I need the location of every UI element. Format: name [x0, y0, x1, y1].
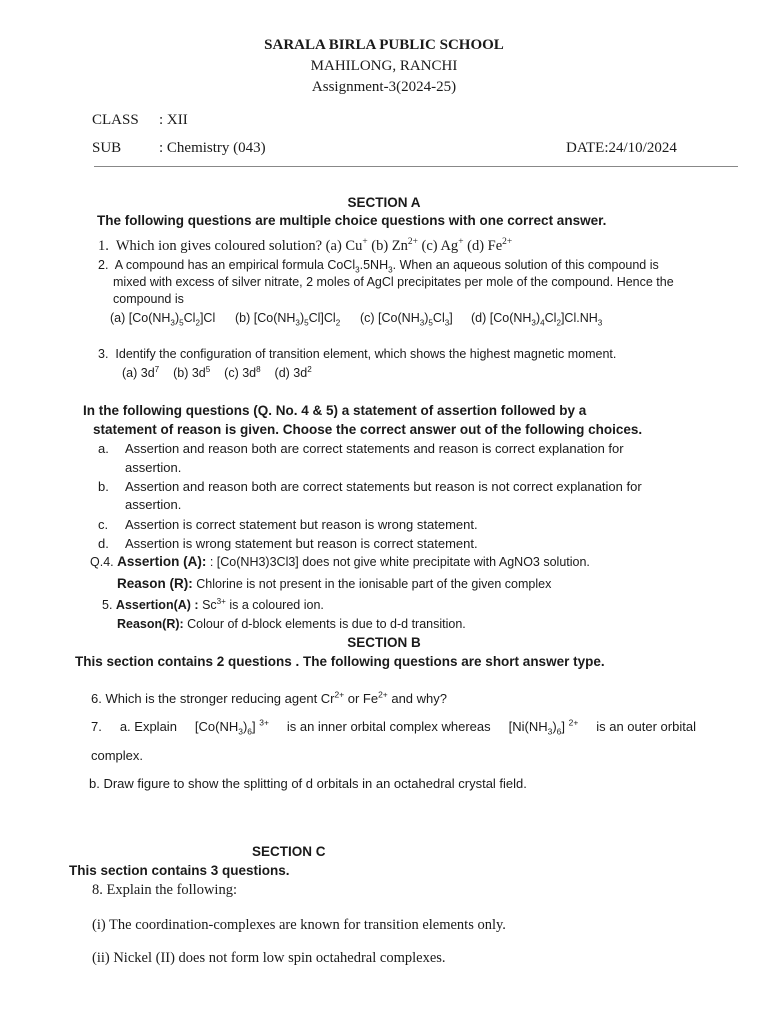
question-8-i: (i) The coordination-complexes are known for transition elements only.: [92, 917, 506, 933]
choice-a-line-2: assertion.: [125, 460, 182, 475]
q2-sub-2: 3: [388, 265, 393, 275]
question-7-line-2: complex.: [91, 748, 144, 763]
q3-text: Identify the configuration of transition element, which shows the highest magnetic moment.: [115, 347, 617, 361]
q2-opt-b-sub1: 3: [295, 318, 300, 328]
q2-opt-b-sub3: 2: [335, 318, 341, 328]
q7-f2-sup: 2+: [568, 717, 579, 728]
q3-opt-a: (a) 3d: [122, 366, 155, 380]
question-2-line-2: mixed with excess of silver nitrate, 2 moles of AgCl precipitates per mole of the compound. Hence the: [113, 275, 674, 289]
question-7-b: b. Draw figure to show the splitting of d orbitals in an octahedral crystal field.: [89, 776, 527, 791]
q2-opt-c-end: ]: [449, 311, 453, 325]
q2-text-a: A compound has an empirical formula CoCl: [114, 258, 356, 272]
section-c-title: SECTION C: [252, 844, 326, 859]
q7-f2-sub2: 6: [556, 726, 562, 737]
question-8: 8. Explain the following:: [92, 882, 237, 898]
question-5-reason: [117, 617, 466, 631]
q2-option-d: [471, 311, 603, 328]
assertion-label: Assertion (A):: [117, 554, 207, 569]
q2-opt-b-text: (b) [Co(NH: [235, 311, 296, 325]
choice-d-letter: d.: [98, 536, 109, 551]
section-c-instruction: This section contains 3 questions.: [69, 863, 290, 878]
question-3: [98, 347, 616, 361]
choice-b-line-2: assertion.: [125, 497, 182, 512]
q2-opt-a-sub1: 3: [170, 318, 175, 328]
reason-label: Reason(R):: [117, 617, 184, 631]
choice-b-line-1: Assertion and reason both are correct statements but reason is not correct explanation for: [125, 479, 642, 494]
q3-opt-b-sup: 5: [205, 364, 211, 374]
choice-c-letter: c.: [98, 517, 109, 532]
q1-text: Which ion gives coloured solution? (a) Cu: [115, 238, 363, 254]
q2-sub-1: 3: [355, 265, 360, 275]
question-8-ii: (ii) Nickel (II) does not form low spin octahedral complexes.: [92, 950, 446, 966]
school-name: SARALA BIRLA PUBLIC SCHOOL: [264, 37, 504, 53]
q2-opt-b-mid: ): [299, 311, 305, 325]
q7-end-text: is an outer orbital: [596, 719, 696, 734]
q7-f1-end: ]: [252, 719, 256, 734]
q2-opt-d-mid: ): [535, 311, 541, 325]
assertion-sup: 3+: [216, 596, 226, 606]
question-3-options: [122, 366, 312, 380]
q7-f1-sup: 3+: [259, 717, 269, 728]
school-location: MAHILONG, RANCHI: [310, 58, 458, 74]
q1-sup-a: +: [362, 237, 368, 248]
q2-opt-d-sub2: 4: [540, 318, 545, 328]
q2-opt-b-sub2: 5: [304, 318, 309, 328]
q2-opt-c-text: (c) [Co(NH: [360, 311, 420, 325]
section-b-instruction: This section contains 2 questions . The following questions are short answer type.: [75, 654, 605, 669]
assertion-text-a: Sc: [202, 598, 217, 612]
choice-a-letter: a.: [98, 441, 109, 456]
q7-f1-sub: 3: [238, 726, 243, 737]
reason-text: Chlorine is not present in the ionisable part of the given complex: [196, 577, 552, 591]
class-value: : XII: [159, 112, 188, 128]
q7-a-label: a. Explain: [119, 719, 177, 734]
q6-text-a: 6. Which is the stronger reducing agent Cr: [91, 691, 335, 706]
q3-opt-d: (d) 3d: [274, 366, 308, 380]
q2-opt-d-text: (d) [Co(NH: [471, 311, 532, 325]
question-4-reason: [117, 576, 551, 591]
q3-opt-c-sup: 8: [256, 364, 261, 374]
question-1: [98, 238, 512, 255]
q7-f2-sub: 3: [547, 726, 553, 737]
q2-text-b: .5NH: [359, 258, 389, 272]
q2-opt-d-sub3: 2: [556, 318, 561, 328]
choice-b-letter: b.: [98, 479, 109, 494]
q1-option-d: (d) Fe: [463, 238, 503, 254]
reason-text: Colour of d-block elements is due to d-d transition.: [187, 617, 466, 631]
q3-opt-d-sup: 2: [307, 364, 312, 374]
q7-formula-2: [508, 717, 579, 737]
question-6: [91, 691, 447, 706]
q1-sup-b: 2+: [407, 237, 418, 248]
q2-option-c: [360, 311, 453, 328]
q7-f1-sub2: 6: [247, 726, 252, 737]
section-a-instruction: The following questions are multiple choice questions with one correct answer.: [97, 213, 607, 228]
q3-opt-c: (c) 3d: [224, 366, 257, 380]
q2-option-b: [235, 311, 341, 328]
q2-opt-c-sub3: 3: [444, 318, 450, 328]
q2-opt-a-sub3: 2: [195, 318, 200, 328]
header-divider: [94, 166, 738, 167]
assertion-text: : [Co(NH3)3Cl3] does not give white precipitate with AgNO3 solution.: [209, 555, 590, 569]
question-4-assertion: [90, 554, 590, 569]
question-5-assertion: [102, 598, 324, 612]
question-number: Q.4.: [90, 555, 114, 569]
subject-label: SUB: [92, 140, 122, 156]
q3-opt-a-sup: 7: [154, 364, 160, 374]
q1-option-b: (b) Zn: [367, 238, 408, 254]
question-2-line-1: [98, 258, 659, 275]
q7-f1-mid: ): [242, 719, 248, 734]
choice-a-line-1: Assertion and reason both are correct statements and reason is correct explanation for: [125, 441, 624, 456]
q2-opt-a-mid: ): [174, 311, 180, 325]
assertion-text-b: is a coloured ion.: [225, 598, 324, 612]
reason-label: Reason (R):: [117, 576, 193, 591]
question-number: 3.: [98, 347, 109, 361]
q2-opt-c-mid: ): [424, 311, 429, 325]
assertion-label: Assertion(A) :: [115, 598, 199, 612]
q2-text-c: . When an aqueous solution of this compound is: [392, 258, 659, 272]
q2-opt-d-mid3: ]Cl.NH: [560, 311, 598, 325]
question-number: 2.: [98, 258, 109, 272]
q2-opt-c-sub1: 3: [419, 318, 425, 328]
q7-mid-text: is an inner orbital complex whereas: [286, 719, 491, 734]
q2-opt-d-sub4: 3: [597, 318, 603, 328]
q1-sup-d: 2+: [502, 237, 513, 248]
q1-sup-c: +: [458, 237, 464, 248]
choice-c-line-1: Assertion is correct statement but reason is wrong statement.: [125, 517, 478, 532]
q6-text-c: and why?: [387, 691, 447, 706]
question-2-line-3: compound is: [113, 292, 184, 306]
q2-opt-d-sub1: 3: [531, 318, 536, 328]
ar-instruction-line-2: statement of reason is given. Choose the correct answer out of the following choices.: [93, 422, 643, 437]
q2-opt-a-mid2: Cl: [183, 311, 196, 325]
q2-opt-a-text: (a) [Co(NH: [110, 311, 171, 325]
subject-value: : Chemistry (043): [159, 140, 266, 156]
ar-instruction-line-1: In the following questions (Q. No. 4 & 5) a statement of assertion followed by a: [83, 403, 587, 418]
q6-text-b: or Fe: [344, 691, 379, 706]
question-number: 5.: [102, 598, 113, 612]
question-number: 7.: [91, 719, 102, 734]
q1-option-c: (c) Ag: [417, 238, 459, 254]
class-label: CLASS: [92, 112, 139, 128]
q7-f2-end: ]: [561, 719, 565, 734]
question-number: 1.: [98, 238, 109, 254]
choice-d-line-1: Assertion is wrong statement but reason is correct statement.: [125, 536, 478, 551]
q2-opt-a-sub2: 5: [179, 318, 184, 328]
section-b-title: SECTION B: [347, 635, 421, 650]
q7-f1: [Co(NH: [194, 719, 239, 734]
q7-formula-1: [194, 717, 269, 737]
q6-sup-1: 2+: [334, 689, 345, 700]
q3-opt-b: (b) 3d: [173, 366, 206, 380]
question-7-line-1: [91, 717, 696, 737]
assignment-title: Assignment-3(2024-25): [311, 79, 457, 95]
q2-opt-c-mid2: Cl: [432, 311, 445, 325]
q7-f2-mid: ): [552, 719, 557, 734]
q2-opt-a-end: ]Cl: [199, 311, 216, 325]
q2-opt-b-mid2: Cl]Cl: [308, 311, 336, 325]
q7-f2: [Ni(NH: [508, 719, 548, 734]
q2-opt-d-mid2: Cl: [544, 311, 557, 325]
q2-option-a: [110, 311, 216, 328]
q2-opt-c-sub2: 5: [428, 318, 433, 328]
assignment-date: DATE:24/10/2024: [566, 140, 677, 156]
q6-sup-2: 2+: [378, 689, 388, 700]
section-a-title: SECTION A: [347, 195, 421, 210]
